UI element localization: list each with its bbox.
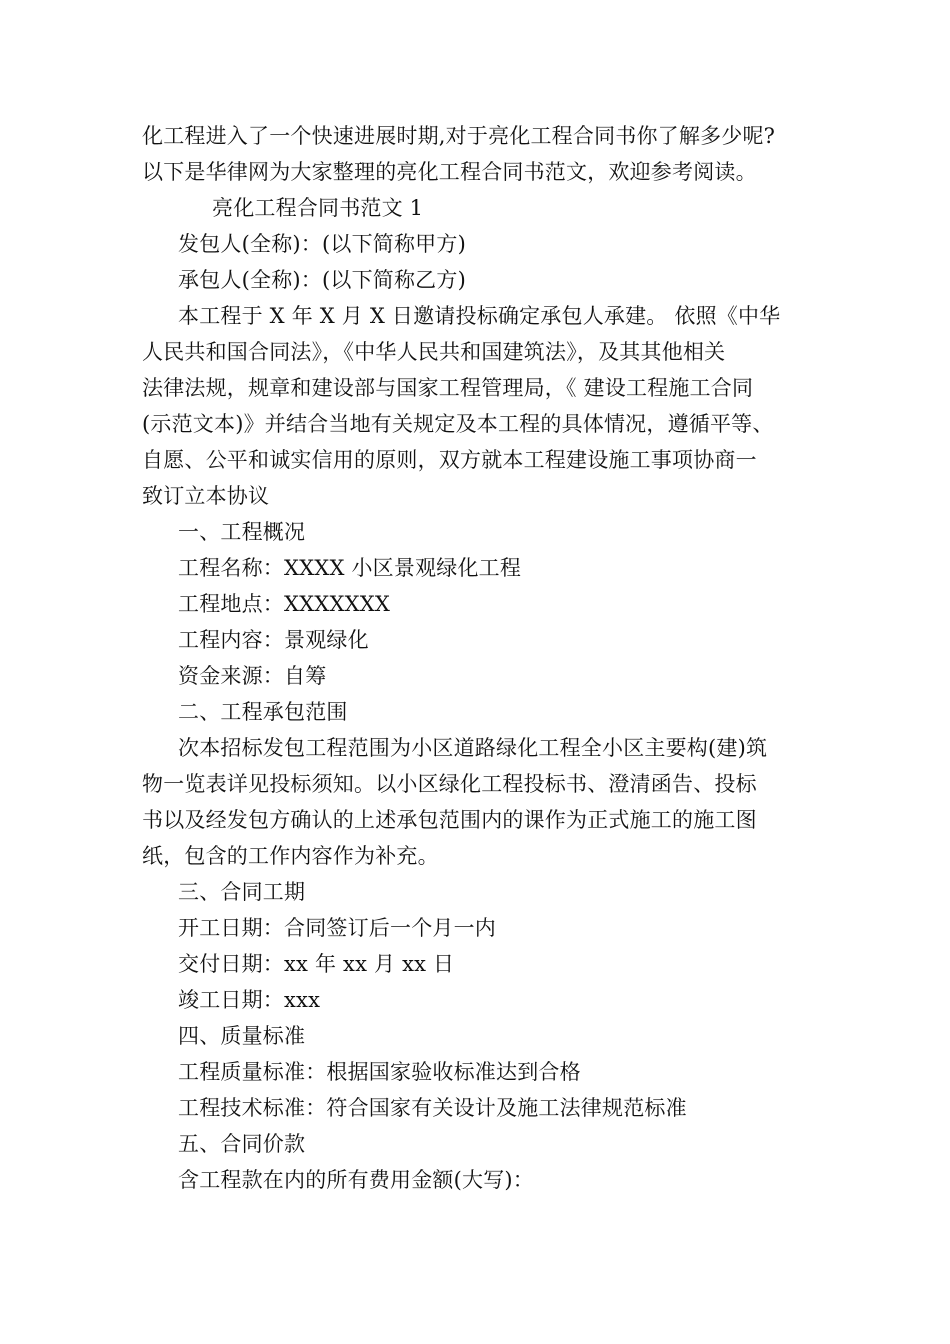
section-heading-scope: 二、工程承包范围 [178,700,348,724]
schedule-item: 开工日期：合同签订后一个月一内 [178,916,496,940]
preamble-line: 自愿、公平和诚实信用的原则，双方就本工程建设施工事项协商一 [142,448,757,472]
scope-line: 物一览表详见投标须知。以小区绿化工程投标书、澄清函告、投标 [142,772,757,796]
preamble-line: 人民共和国合同法》，《中华人民共和国建筑法》，及其其他相关 [142,340,726,364]
intro-line: 以下是华律网为大家整理的亮化工程合同书范文，欢迎参考阅读。 [142,160,757,184]
price-item: 含工程款在内的所有费用金额(大写)： [178,1168,534,1192]
intro-line: 化工程进入了一个快速进展时期,对于亮化工程合同书你了解多少呢? [142,124,776,148]
schedule-item: 交付日期：xx 年 xx 月 xx 日 [178,952,455,976]
overview-item: 工程地点：XXXXXXX [178,592,391,616]
quality-item: 工程技术标准：符合国家有关设计及施工法律规范标准 [178,1096,687,1120]
quality-item: 工程质量标准：根据国家验收标准达到合格 [178,1060,581,1084]
party-b-line: 承包人(全称)：(以下简称乙方) [178,268,466,292]
scope-line: 次本招标发包工程范围为小区道路绿化工程全小区主要构(建)筑 [178,736,768,760]
scope-line: 纸，包含的工作内容作为补充。 [142,844,439,868]
party-a-line: 发包人(全称)：(以下简称甲方) [178,232,466,256]
overview-item: 工程内容：景观绿化 [178,628,369,652]
schedule-item: 竣工日期：xxx [178,988,321,1012]
preamble-line: (示范文本)》并结合当地有关规定及本工程的具体情况，遵循平等、 [142,412,774,436]
preamble-line: 致订立本协议 [142,484,270,508]
document-title: 亮化工程合同书范文 1 [212,196,424,220]
section-heading-quality: 四、质量标准 [178,1024,306,1048]
section-heading-schedule: 三、合同工期 [178,880,306,904]
preamble-line: 法律法规，规章和建设部与国家工程管理局，《 建设工程施工合同 [142,376,754,400]
section-heading-overview: 一、工程概况 [178,520,306,544]
overview-item: 工程名称：XXXX 小区景观绿化工程 [178,556,522,580]
section-heading-price: 五、合同价款 [178,1132,306,1156]
document-page [142,118,808,1198]
scope-line: 书以及经发包方确认的上述承包范围内的课作为正式施工的施工图 [142,808,757,832]
overview-item: 资金来源：自筹 [178,664,327,688]
preamble-line: 本工程于 X 年 X 月 X 日邀请投标确定承包人承建。 依照《中华 [178,304,781,328]
